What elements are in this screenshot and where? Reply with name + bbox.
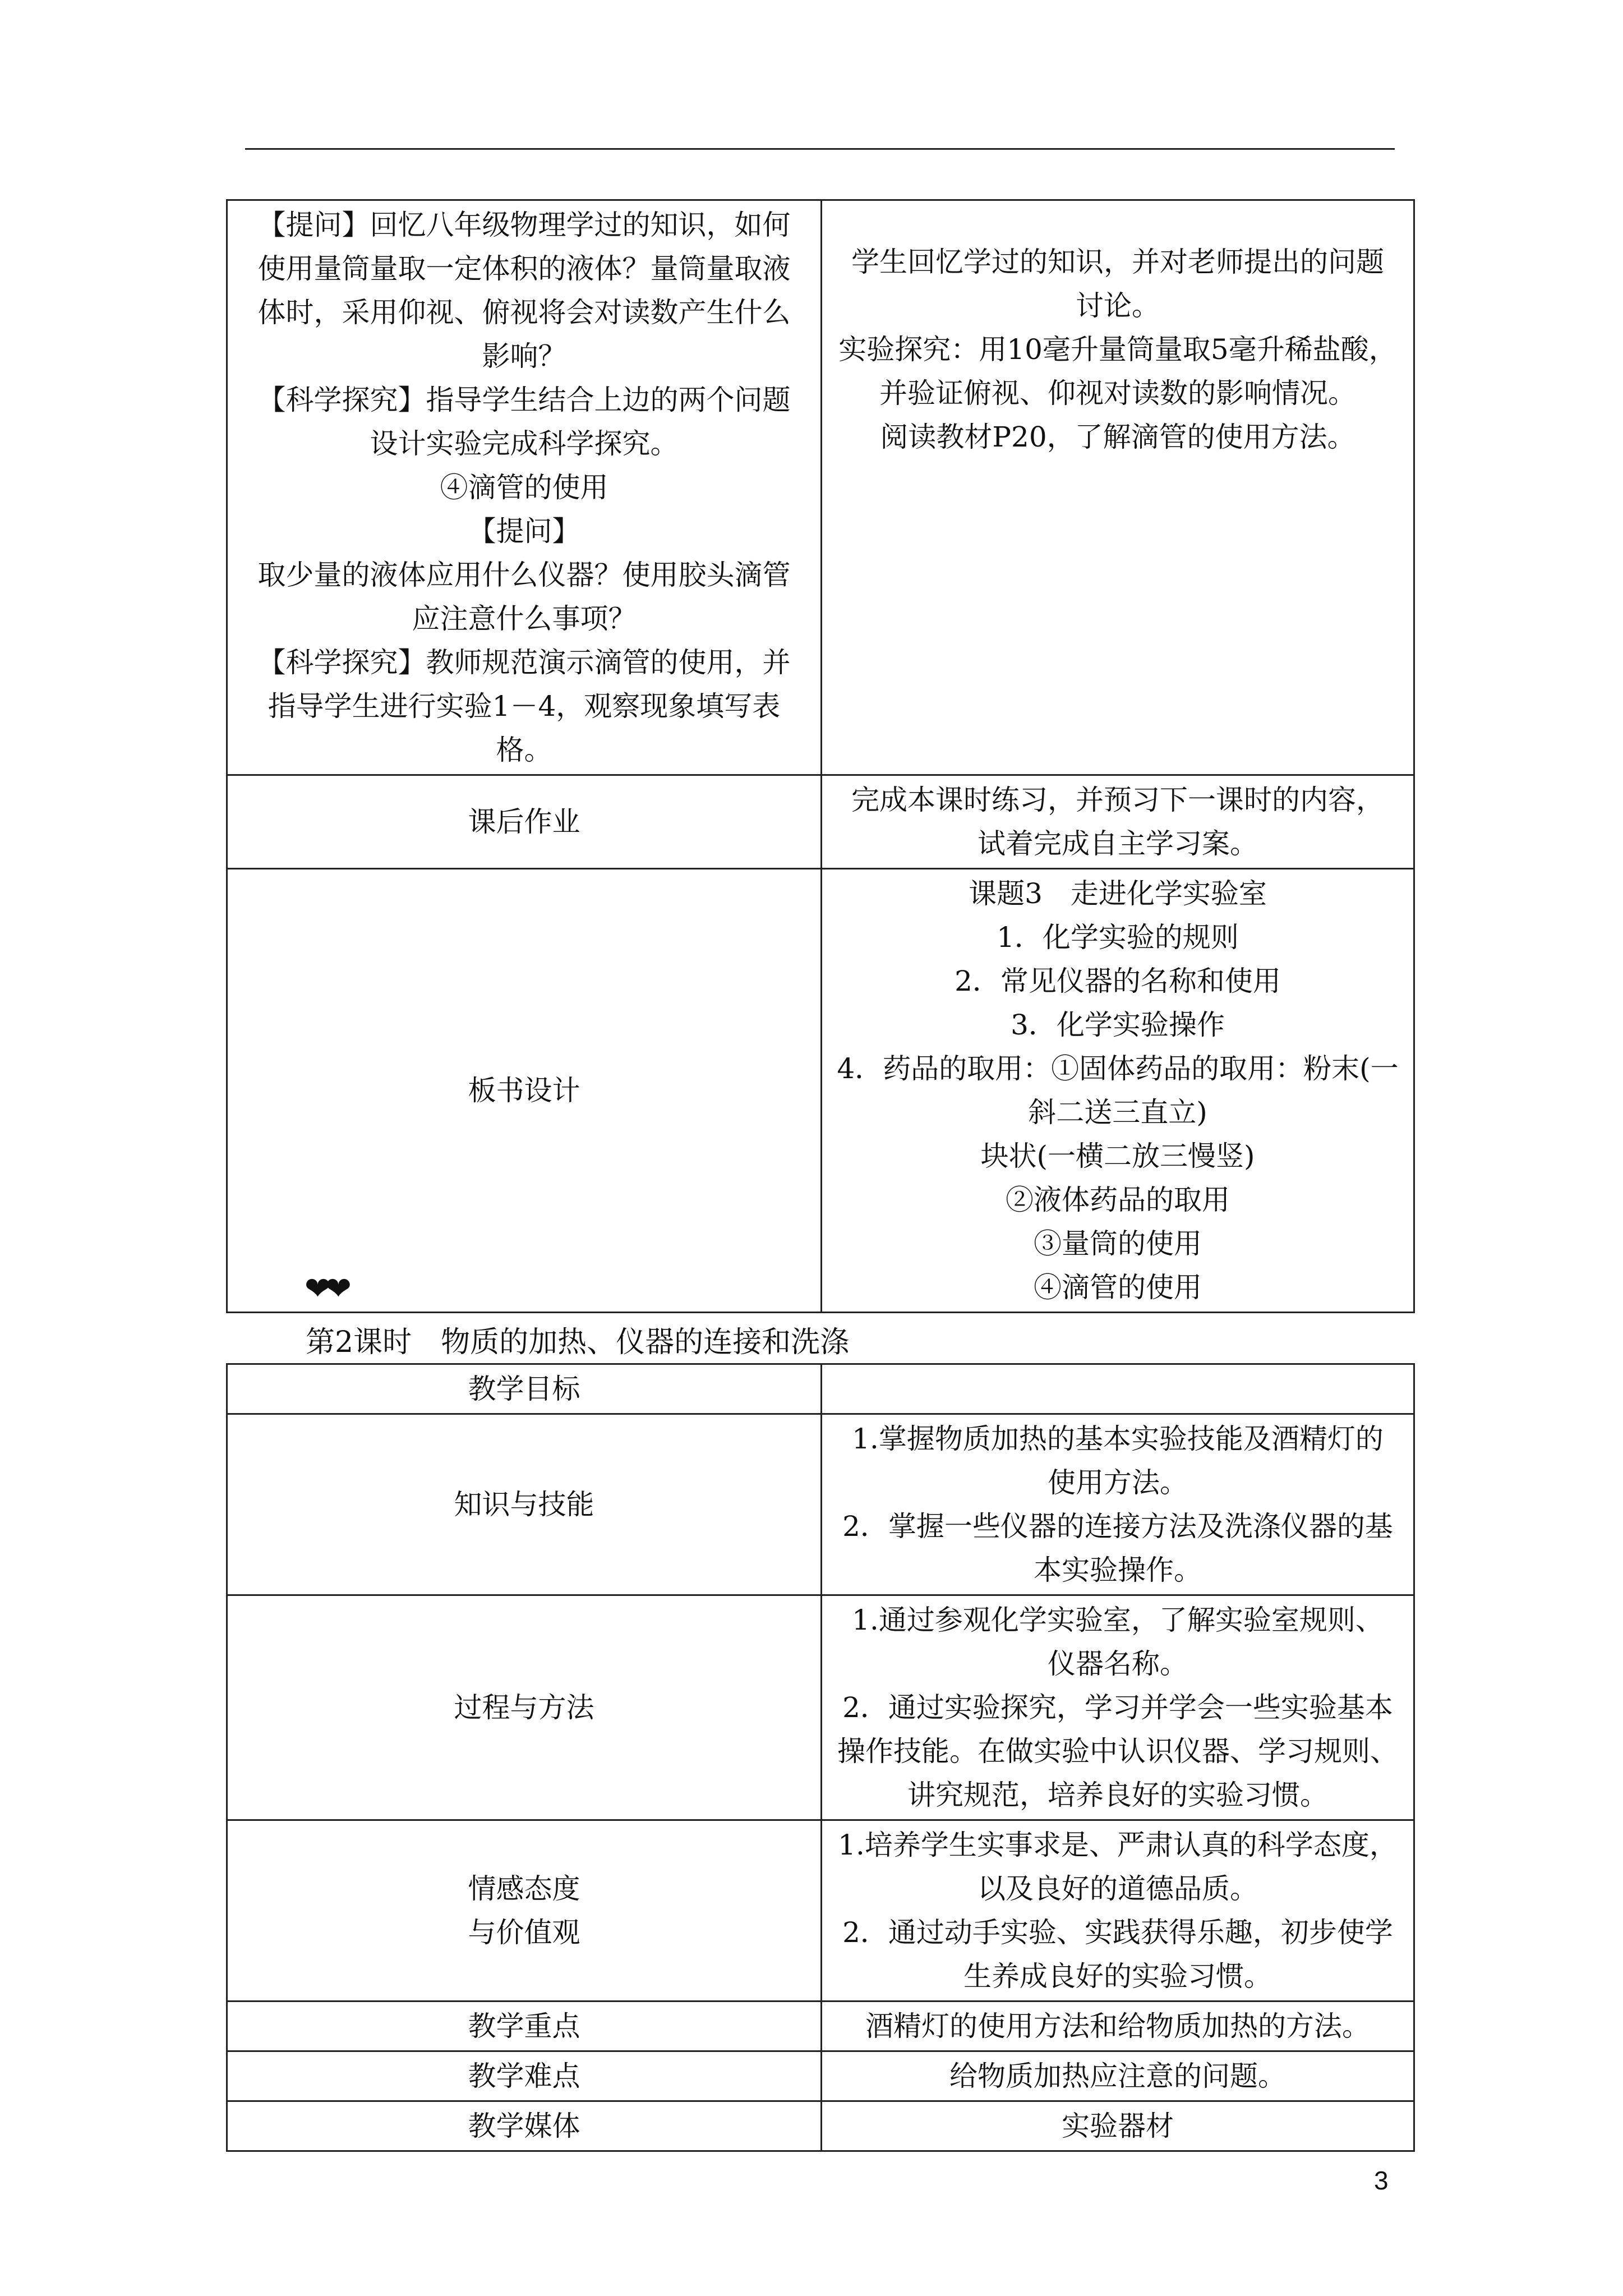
emotion-label	[227, 1820, 822, 2001]
goals-value	[822, 1364, 1414, 1414]
text-line: 学生回忆学过的知识，并对老师提出的问题	[851, 246, 1384, 278]
student-activity-cell	[822, 200, 1414, 775]
key-point-label: 教学重点	[227, 2001, 822, 2051]
text-line: 设计实验完成科学探究。	[370, 427, 679, 460]
board-design-cell	[822, 869, 1414, 1313]
text-line: 课题3 走进化学实验室	[969, 877, 1267, 910]
table-row	[227, 775, 1414, 869]
text-line: 试着完成自主学习案。	[978, 827, 1258, 860]
text-line: 使用方法。	[1048, 1466, 1188, 1499]
goals-label: 教学目标	[227, 1364, 822, 1414]
text-line: 使用量筒量取一定体积的液体？量筒量取液	[257, 252, 791, 285]
text-line: 讨论。	[1076, 289, 1160, 322]
text-line: 生养成良好的实验习惯。	[963, 1960, 1272, 1993]
knowledge-cell	[822, 1414, 1414, 1595]
board-design-label: 板书设计	[227, 869, 822, 1313]
key-point-text: 酒精灯的使用方法和给物质加热的方法。	[822, 2001, 1414, 2051]
section-title: 第2课时 物质的加热、仪器的连接和洗涤	[306, 1326, 850, 1359]
text-line: 完成本课时练习，并预习下一课时的内容，	[851, 784, 1384, 816]
table-row	[227, 1414, 1414, 1595]
table-row	[227, 1595, 1414, 1820]
text-line: 并验证俯视、仰视对读数的影响情况。	[879, 377, 1356, 409]
emotion-cell	[822, 1820, 1414, 2001]
text-line: 2．通过动手实验、实践获得乐趣，初步使学	[842, 1916, 1393, 1949]
text-line: 【科学探究】指导学生结合上边的两个问题	[257, 384, 791, 416]
text-line: ②液体药品的取用	[1006, 1184, 1230, 1216]
heart-icon: ❤❤	[305, 1271, 346, 1307]
table-row	[227, 200, 1414, 775]
text-line: 与价值观	[468, 1916, 580, 1949]
table-row	[227, 869, 1414, 1313]
text-line: 应注意什么事项？	[412, 602, 637, 635]
homework-text-cell	[822, 775, 1414, 869]
text-line: 实验探究：用10毫升量筒量取5毫升稀盐酸，	[838, 333, 1397, 366]
text-line: 仪器名称。	[1048, 1648, 1188, 1680]
media-label: 教学媒体	[227, 2101, 822, 2151]
process-label: 过程与方法	[227, 1595, 822, 1820]
process-cell	[822, 1595, 1414, 1820]
text-line: 【提问】	[468, 515, 580, 547]
table-row	[227, 1364, 1414, 1414]
text-line: 1．化学实验的规则	[997, 921, 1239, 954]
text-line: 1.培养学生实事求是、严肃认真的科学态度，	[838, 1829, 1398, 1861]
text-line: 2．通过实验探究，学习并学会一些实验基本	[842, 1691, 1393, 1724]
text-line: 阅读教材P20，了解滴管的使用方法。	[880, 421, 1355, 453]
header-rule	[245, 148, 1395, 150]
difficulty-label: 教学难点	[227, 2051, 822, 2101]
text-line: 【提问】回忆八年级物理学过的知识，如何	[257, 209, 791, 241]
text-line: ④滴管的使用	[440, 471, 608, 504]
text-line: 影响？	[482, 340, 566, 372]
text-line: 3．化学实验操作	[1011, 1009, 1225, 1041]
text-line: ④滴管的使用	[1034, 1271, 1202, 1304]
table-row	[227, 2001, 1414, 2051]
text-line: 情感态度	[468, 1872, 580, 1905]
page-number: 3	[1374, 2166, 1389, 2195]
text-line: 4．药品的取用：①固体药品的取用：粉末(一	[837, 1052, 1399, 1085]
text-line: 斜二送三直立)	[1028, 1096, 1207, 1129]
media-text: 实验器材	[822, 2101, 1414, 2151]
text-line: 指导学生进行实验1－4，观察现象填写表格。	[268, 690, 781, 766]
text-line: 1.掌握物质加热的基本实验技能及酒精灯的	[852, 1423, 1384, 1455]
teacher-activity-cell	[227, 200, 822, 775]
text-line: 讲究规范，培养良好的实验习惯。	[907, 1779, 1328, 1811]
homework-label: 课后作业	[227, 775, 822, 869]
text-line: 2．常见仪器的名称和使用	[955, 965, 1281, 997]
text-line: 2．掌握一些仪器的连接方法及洗涤仪器的基	[842, 1510, 1393, 1543]
knowledge-label: 知识与技能	[227, 1414, 822, 1595]
text-line: 以及良好的道德品质。	[978, 1872, 1258, 1905]
lesson-plan-table-2	[226, 1363, 1415, 2152]
table-row	[227, 2051, 1414, 2101]
table-row	[227, 1820, 1414, 2001]
lesson-plan-table-1	[226, 199, 1415, 1313]
text-line: 取少量的液体应用什么仪器？使用胶头滴管	[257, 559, 791, 591]
text-line: 【科学探究】教师规范演示滴管的使用，并	[257, 646, 791, 679]
text-line: 本实验操作。	[1034, 1554, 1202, 1586]
text-line: 块状(一横二放三慢竖)	[980, 1140, 1255, 1172]
difficulty-text: 给物质加热应注意的问题。	[822, 2051, 1414, 2101]
table-row	[227, 2101, 1414, 2151]
text-line: 操作技能。在做实验中认识仪器、学习规则、	[837, 1735, 1398, 1768]
text-line: 体时，采用仰视、俯视将会对读数产生什么	[257, 296, 791, 329]
text-line: ③量筒的使用	[1034, 1227, 1202, 1260]
text-line: 1.通过参观化学实验室，了解实验室规则、	[852, 1604, 1384, 1636]
